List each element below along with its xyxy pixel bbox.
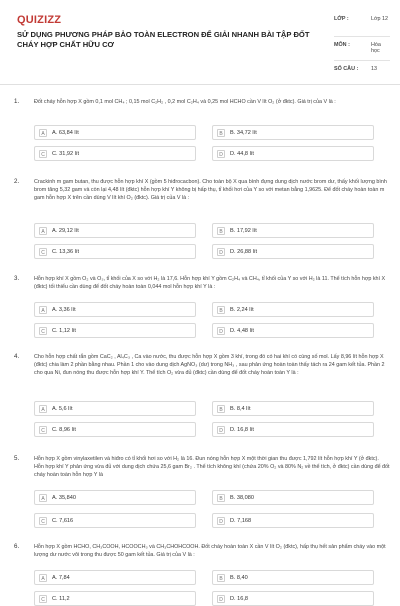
option-text: C. 1,12 lít [52,328,76,334]
option-text: A. 5,6 lít [52,406,73,412]
option-text: C. 8,96 lít [52,427,76,433]
meta-divider [334,36,390,37]
worksheet-header [0,0,400,80]
option-letter: C [39,517,47,525]
option-text: C. 13,36 lít [52,249,80,255]
question-text: Hỗn hợp X gồm HCHO, CH₃COOH, HCOOCH₃ và CH₃CHOHCOOH. Đốt cháy hoàn toàn X cần V lít O₂ (đktc), hấp thụ hết sản phẩm cháy vào một lượng dư nước vôi trong thu được 50 gam kết tủa. Giá trị của V là : [34,544,386,558]
question-text: Đốt cháy hỗn hợp X gồm 0,1 mol CH₄ ; 0,15 mol C₂H₂ , 0,2 mol C₂H₄ và 0,25 mol HCHO cần V lít O₂ (ở đktc). Giá trị của V là : [34,99,336,105]
option-a[interactable] [34,490,196,505]
option-text: D. 16,8 [230,596,249,602]
option-d[interactable] [212,244,374,259]
option-text: D. 44,8 lít [230,151,254,157]
option-c[interactable] [34,513,196,528]
option-d[interactable] [212,591,374,606]
option-b[interactable] [212,302,374,317]
option-letter: B [217,227,225,235]
option-text: C. 11,2 [52,596,70,602]
count-label: SỐ CÂU : [334,66,359,72]
option-text: B. 2,24 lít [230,307,254,313]
option-letter: D [217,150,225,158]
question-number: 6. [14,543,20,550]
option-text: A. 35,840 [52,495,76,501]
subject-meta [334,42,381,54]
question-number: 3. [14,275,20,282]
option-d[interactable] [212,513,374,528]
option-letter: A [39,129,47,137]
option-a[interactable] [34,401,196,416]
option-letter: C [39,248,47,256]
option-text: B. 8,4 lít [230,406,251,412]
option-letter: D [217,426,225,434]
question-text: Hỗn hợp khí X gồm O₂ và O₃, tỉ khối của X so với H₂ là 17,6. Hỗn hợp khí Y gồm C₂H₄ và CH₄, tỉ khối của Y so với H₂ là 11. Thể tích hỗn hợp khí X (đktc) tối thiểu cần dùng để đốt cháy hoàn toàn 0,044 mol hỗn hợp khí Y là : [34,276,386,290]
question-number: 5. [14,455,20,462]
option-text: C. 7,616 [52,518,74,524]
option-a[interactable] [34,223,196,238]
option-letter: D [217,517,225,525]
question-text: Cho hỗn hợp chất rắn gồm CaC₂ , Al₄C₃ , Ca vào nước, thu được hỗn hợp X gồm 3 khí, trong đó có hai khí có cùng số mol. Lấy 8,96 lít hỗn hợp X (đktc) chia làm 2 phần bằng nhau. Phần 1 cho vào dung dịch AgNO₃ (dư) trong NH₃ , sau phản ứng hoàn toàn thấy tách ra 24 gam kết tủa. Phần 2 cho qua Ni, đun nóng thu được hỗn hợp khí Y. Thể tích O₂ vừa đủ (đktc) cần dùng để đốt cháy hoàn toàn Y là : [34,354,385,376]
option-letter: A [39,306,47,314]
meta-divider [334,60,390,61]
option-letter: A [39,405,47,413]
option-text: B. 34,72 lít [230,130,257,136]
option-letter: D [217,248,225,256]
option-c[interactable] [34,422,196,437]
option-a[interactable] [34,125,196,140]
option-a[interactable] [34,570,196,585]
subject-label: MÔN : [334,42,350,48]
count-meta [334,66,377,72]
option-letter: D [217,595,225,603]
option-text: B. 38,080 [230,495,254,501]
option-b[interactable] [212,223,374,238]
option-letter: B [217,494,225,502]
count-value: 13 [371,66,377,72]
option-text: D. 7,168 [230,518,252,524]
question-number: 1. [14,98,20,105]
option-d[interactable] [212,146,374,161]
option-b[interactable] [212,570,374,585]
class-label: LỚP : [334,16,349,22]
question-number: 2. [14,178,20,185]
option-text: A. 3,36 lít [52,307,76,313]
option-a[interactable] [34,302,196,317]
option-letter: B [217,574,225,582]
option-letter: A [39,574,47,582]
option-c[interactable] [34,323,196,338]
option-c[interactable] [34,591,196,606]
option-b[interactable] [212,125,374,140]
option-text: D. 4,48 lít [230,328,254,334]
option-text: B. 8,40 [230,575,248,581]
option-text: A. 29,12 lít [52,228,79,234]
option-b[interactable] [212,490,374,505]
option-text: A. 63,84 lít [52,130,79,136]
option-c[interactable] [34,146,196,161]
worksheet-title: SỬ DỤNG PHƯƠNG PHÁP BẢO TOÀN ELECTRON ĐỂ GIẢI NHANH BÀI TẬP ĐỐT CHÁY HỢP CHẤT HỮU CƠ [17,30,310,49]
option-letter: A [39,227,47,235]
option-letter: B [217,306,225,314]
option-d[interactable] [212,422,374,437]
option-letter: C [39,595,47,603]
option-c[interactable] [34,244,196,259]
class-value: Lớp 12 [371,16,389,22]
question-text: Crackinh m gam butan, thu được hỗn hợp khí X (gồm 5 hiđrocacbon). Cho toàn bộ X qua bình đựng dung dịch nước brom dư, thấy khối lượng bình brom tăng 5,32 gam và còn lại 4,48 lít (đktc) hỗn hợp khí Y không bị hấp thụ, tỉ khối hơi của Y so với metan bằng 1,9625. Để đốt cháy hoàn toàn m gam hỗn hợp X trên cần dùng V lít khí O₂ (đktc). Giá trị của V là : [34,179,387,201]
subject-value: Hóa học [371,42,381,54]
option-letter: C [39,150,47,158]
header-divider [0,84,400,85]
option-text: A. 7,84 [52,575,70,581]
option-letter: D [217,327,225,335]
option-letter: A [39,494,47,502]
option-text: B. 17,92 lít [230,228,257,234]
option-letter: B [217,405,225,413]
class-meta [334,16,389,22]
question-number: 4. [14,353,20,360]
option-letter: C [39,327,47,335]
option-letter: B [217,129,225,137]
option-b[interactable] [212,401,374,416]
option-text: C. 31,92 lít [52,151,80,157]
question-text: Hỗn hợp X gồm vinylaxetilen và hiđro có tỉ khối hơi so với H₂ là 16. Đun nóng hỗn hợp X một thời gian thu được 1,792 lít hỗn hợp khí Y (ở đktc). Hỗn hợp khí Y phản ứng vừa đủ với dung dịch chứa 25,6 gam Br₂ . Thể tích không khí (chứa 20% O₂ và 80% N₂ về thể tích, ở đktc) cần dùng để đốt cháy hoàn toàn hỗn hợp Y là [34,456,390,478]
option-text: D. 26,88 lít [230,249,258,255]
quizizz-logo: QUIZIZZ [17,14,62,26]
option-d[interactable] [212,323,374,338]
option-letter: C [39,426,47,434]
option-text: D. 16,8 lít [230,427,254,433]
